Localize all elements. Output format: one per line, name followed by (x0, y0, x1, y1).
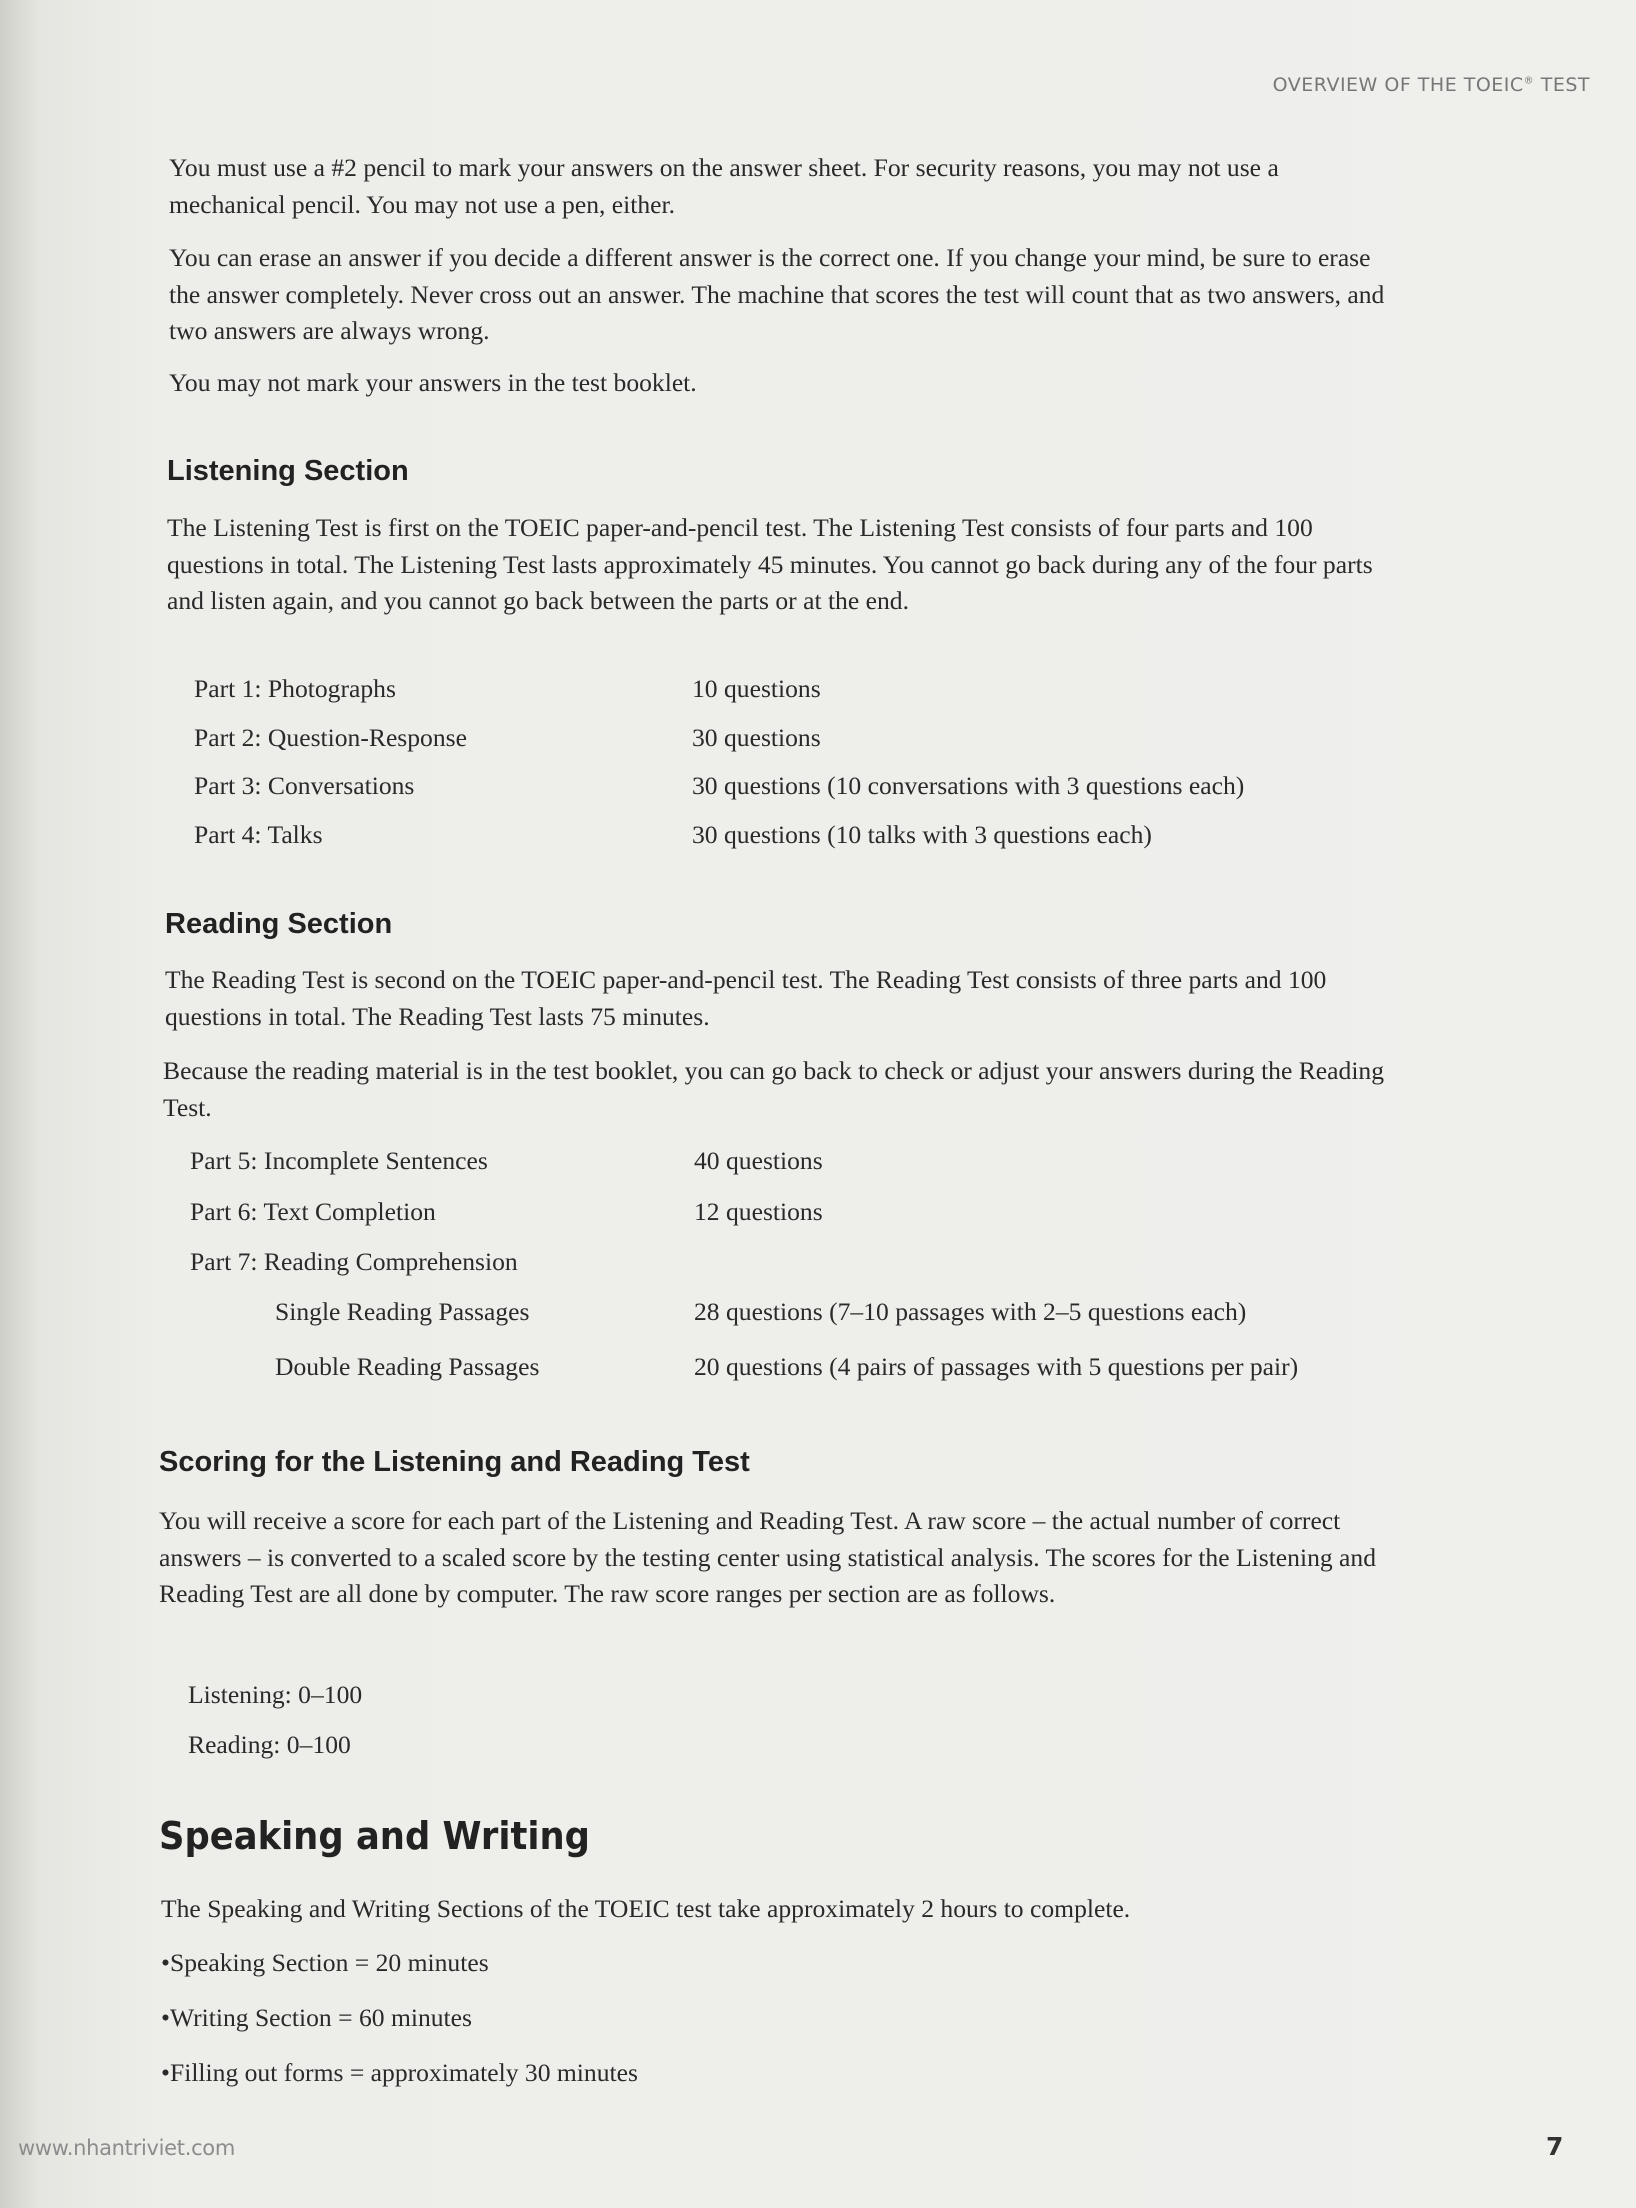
reading-body: The Reading Test is second on the TOEIC paper-and-pencil test. The Reading Test consists of three parts and 100 questions in total. The Reading Test lasts 75 minutes. (165, 965, 1327, 1031)
part-name: Part 7: Reading Comprehension (190, 1247, 518, 1276)
part-subname: Single Reading Passages (275, 1297, 530, 1326)
reading-heading: Reading Section (165, 908, 393, 940)
bullet-item: • Writing Section = 60 minutes (161, 2003, 472, 2033)
part-count: 30 questions (10 conversations with 3 questions each) (692, 771, 1245, 800)
footer-url: www.nhantriviet.com (18, 2136, 236, 2160)
part-count: 30 questions (692, 723, 821, 752)
part-name: Part 6: Text Completion (190, 1197, 436, 1226)
listening-body: The Listening Test is first on the TOEIC paper-and-pencil test. The Listening Test consists of four parts and 100 questions in total. The Listening Test lasts approximately 45 minutes. You cannot go back during any of the four parts and listen again, and you cannot go back between the parts or at the end. (167, 513, 1373, 615)
part-subname: Double Reading Passages (275, 1352, 540, 1381)
part-count: 12 questions (694, 1197, 823, 1226)
part-name: Part 3: Conversations (194, 771, 415, 800)
reading-body-2: Because the reading material is in the test booklet, you can go back to check or adjust your answers during the Reading Test. (163, 1056, 1385, 1122)
part-name: Part 2: Question-Response (194, 723, 467, 752)
part-name: Part 5: Incomplete Sentences (190, 1146, 488, 1175)
running-head: OVERVIEW OF THE TOEIC® TEST (1272, 74, 1590, 96)
part-count: 30 questions (10 talks with 3 questions each) (692, 820, 1152, 849)
bullet-item: • Speaking Section = 20 minutes (161, 1948, 489, 1978)
part-name: Part 4: Talks (194, 820, 323, 849)
intro-paragraph-2: You can erase an answer if you decide a different answer is the correct one. If you change your mind, be sure to erase the answer completely. Never cross out an answer. The machine that scores the test will count that as two answers, and two answers are always wrong. (169, 243, 1385, 345)
part-count: 40 questions (694, 1146, 823, 1175)
part-count: 20 questions (4 pairs of passages with 5 questions per pair) (694, 1352, 1299, 1381)
speaking-writing-body: The Speaking and Writing Sections of the TOEIC test take approximately 2 hours to complete. (161, 1894, 1131, 1923)
part-name: Part 1: Photographs (194, 674, 396, 703)
part-count: 10 questions (692, 674, 821, 703)
scoring-body: You will receive a score for each part of the Listening and Reading Test. A raw score – the actual number of correct answers – is converted to a scaled score by the testing center using statistical analysis. The scores for the Listening and Reading Test are all done by computer. The raw score ranges per section are as follows. (159, 1506, 1377, 1608)
intro-paragraph-1: You must use a #2 pencil to mark your answers on the answer sheet. For security reasons, you may not use a mechanical pencil. You may not use a pen, either. (169, 153, 1279, 219)
bullet-item: • Filling out forms = approximately 30 minutes (161, 2058, 638, 2088)
score-range-reading: Reading: 0–100 (188, 1730, 351, 1759)
scoring-heading: Scoring for the Listening and Reading Test (159, 1446, 750, 1478)
score-range-listening: Listening: 0–100 (188, 1680, 363, 1709)
speaking-writing-heading: Speaking and Writing (159, 1814, 590, 1858)
listening-heading: Listening Section (167, 455, 409, 487)
page-number: 7 (1546, 2132, 1564, 2161)
intro-paragraph-3: You may not mark your answers in the test booklet. (169, 368, 697, 397)
part-count: 28 questions (7–10 passages with 2–5 questions each) (694, 1297, 1247, 1326)
